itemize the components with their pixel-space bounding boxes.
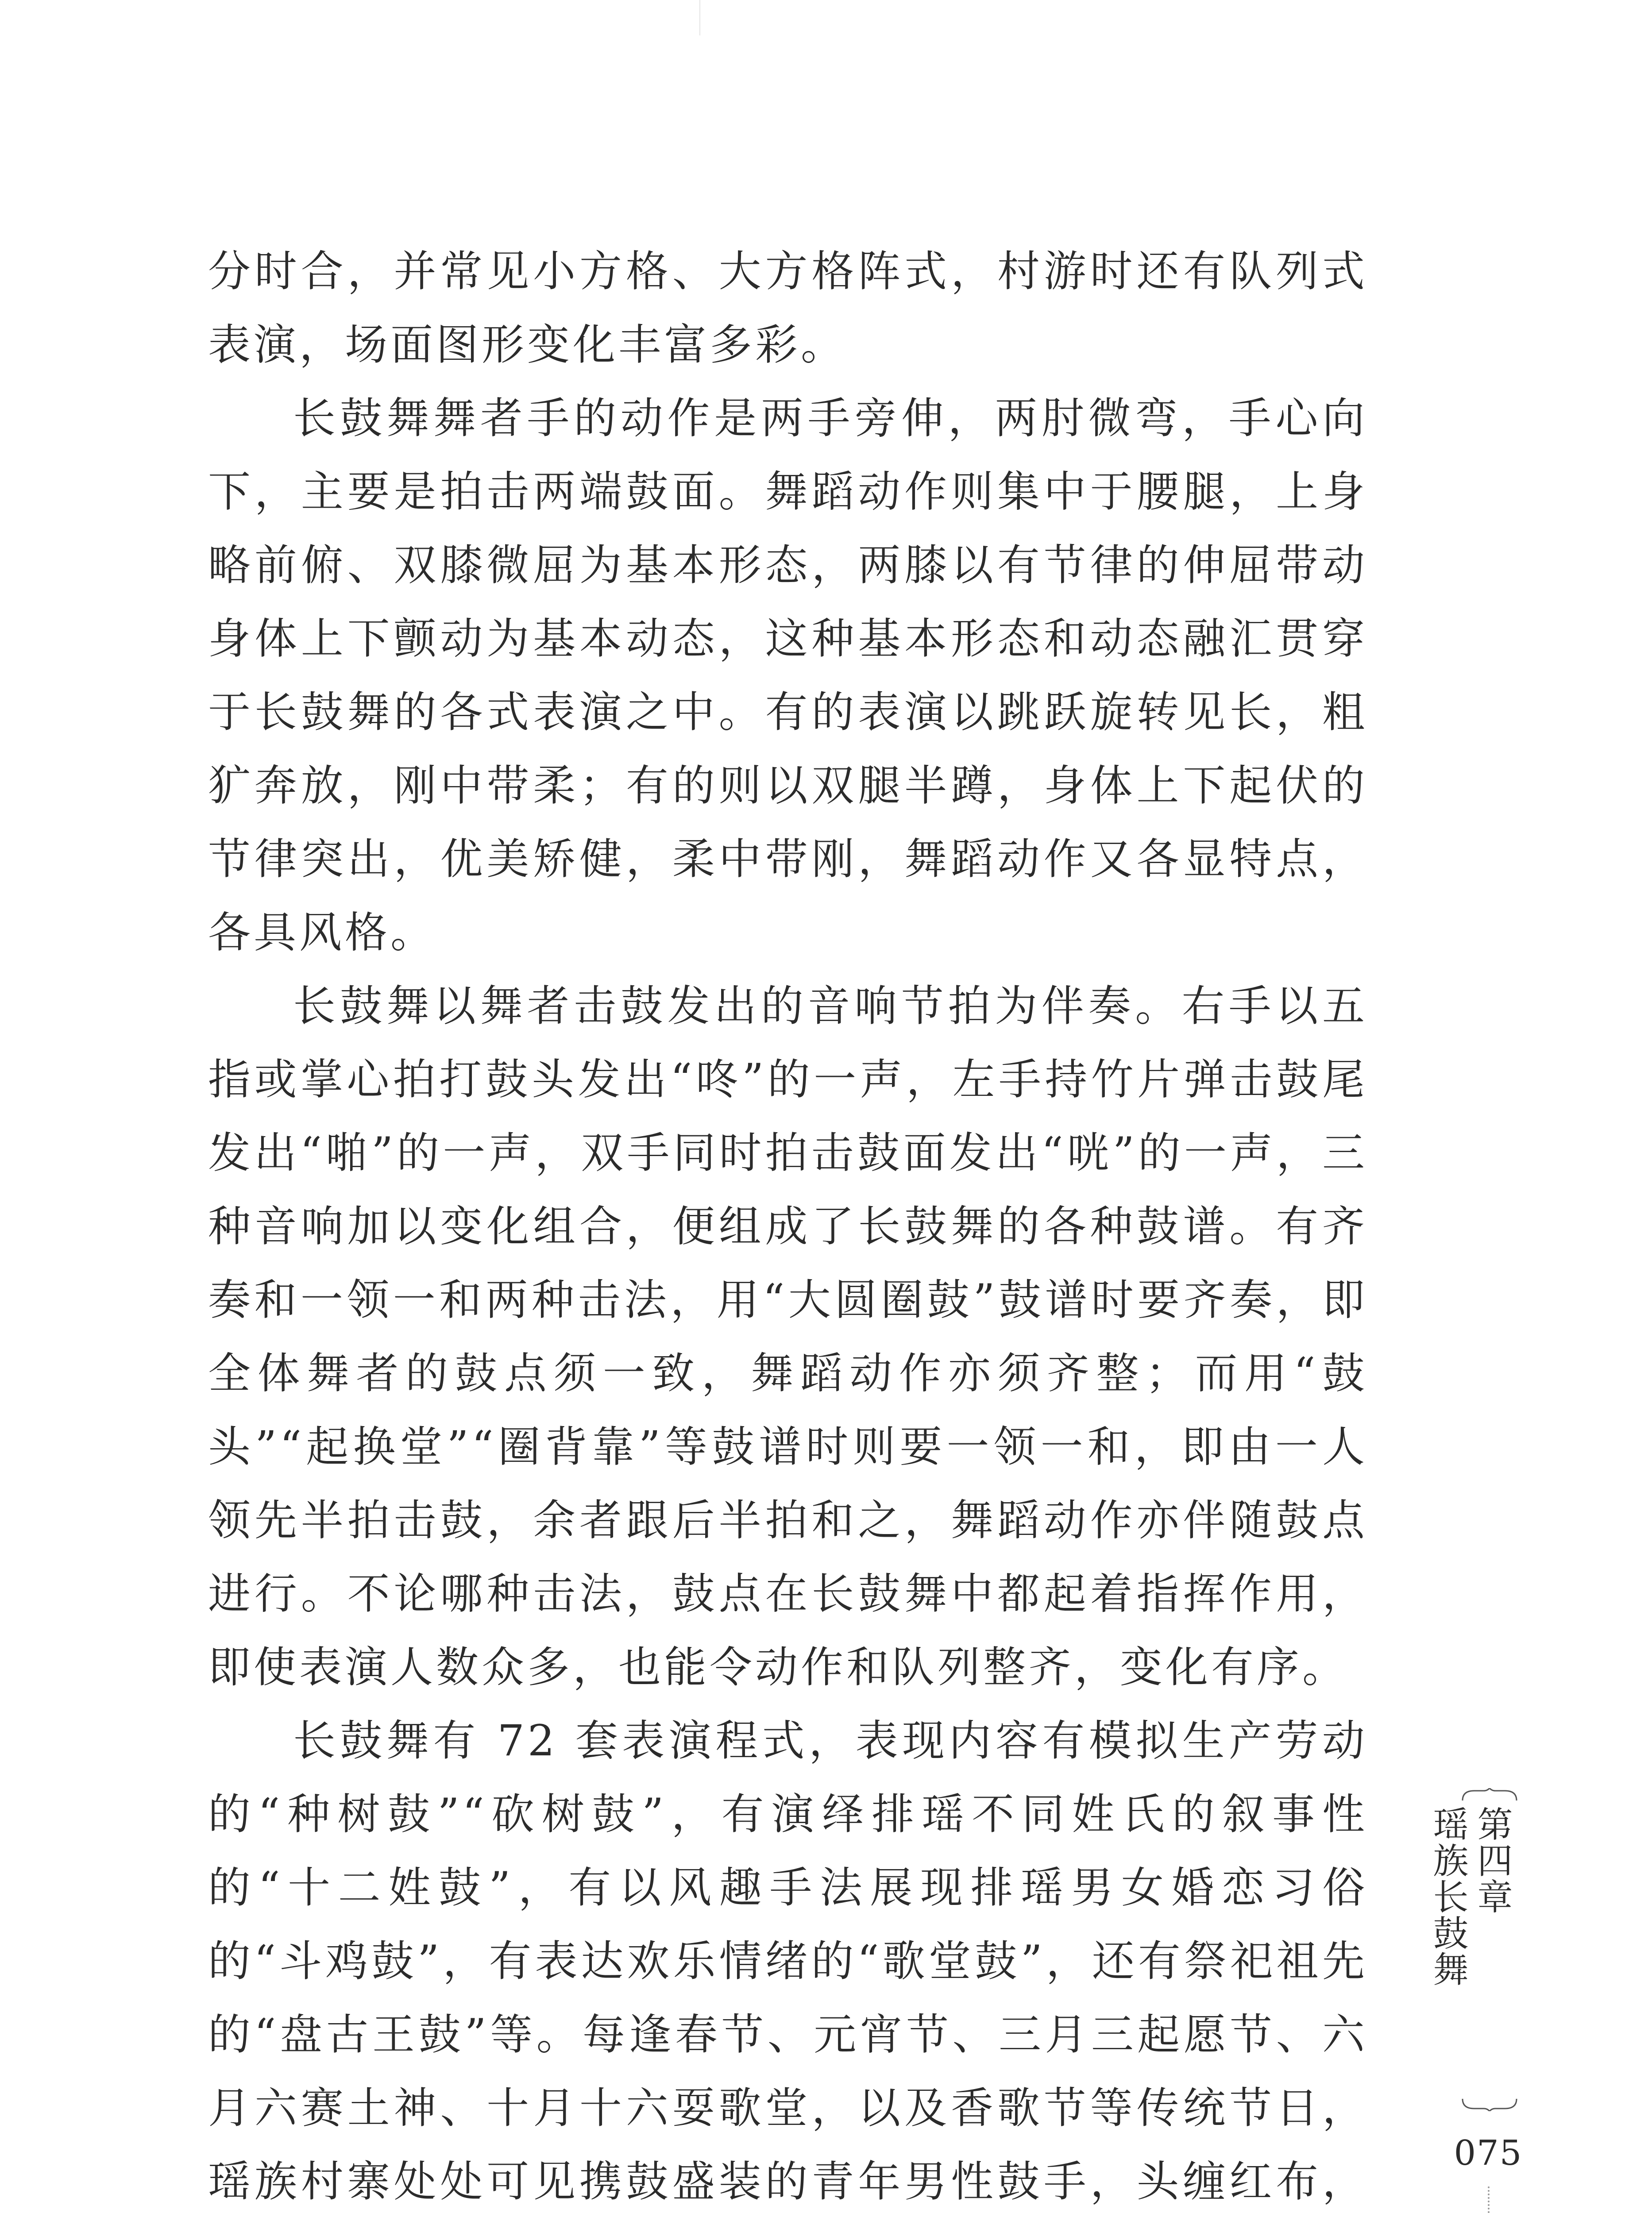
paragraph-2: 长鼓舞舞者手的动作是两手旁伸，两肘微弯，手心向下，主要是拍击两端鼓面。舞蹈动作则集中于腰腿，上身略前俯、双膝微屈为基本形态，两膝以有节律的伸屈带动身体上下颤动为基本动态，这种基本形态和动态融汇贯穿于长鼓舞的各式表演之中。有的表演以跳跃旋转见长，粗犷奔放，刚中带柔；有的则以双腿半蹲，身体上下起伏的节律突出，优美矫健，柔中带刚，舞蹈动作又各显特点，各具风格。 (208, 393, 1368, 957)
paragraph-1: 分时合，并常见小方格、大方格阵式，村游时还有队列式表演，场面图形变化丰富多彩。 (208, 247, 1368, 370)
page-number: 075 (1454, 2133, 1523, 2173)
side-chapter-title: 瑶族长鼓舞 (1427, 1806, 1468, 1987)
gutter-line-top (699, 0, 700, 35)
side-title (1427, 1806, 1514, 1987)
body-text (208, 235, 1368, 2213)
page-dotted-rule (1488, 2186, 1490, 2213)
bracket-top-ornament (1461, 1788, 1518, 1801)
bracket-bottom-ornament (1461, 2098, 1518, 2111)
side-chapter-label: 第四章 (1471, 1806, 1513, 1915)
paragraph-4: 长鼓舞有 72 套表演程式，表现内容有模拟生产劳动的“种树鼓”“砍树鼓”，有演绎排瑶不同姓氏的叙事性的“十二姓鼓”，有以风趣手法展现排瑶男女婚恋习俗的“斗鸡鼓”，有表达欢乐情绪的“歌堂鼓”，还有祭祀祖先的“盘古王鼓”等。每逢春节、元宵节、三月三起愿节、六月六赛土神、十月十六耍歌堂，以及香歌节等传统节日，瑶族村寨处处可见携鼓盛装的青年男性鼓手，头缠红布， (208, 1716, 1368, 2206)
paragraph-3: 长鼓舞以舞者击鼓发出的音响节拍为伴奏。右手以五指或掌心拍打鼓头发出“咚”的一声，左手持竹片弹击鼓尾发出“啪”的一声，双手同时拍击鼓面发出“咣”的一声，三种音响加以变化组合，便组成了长鼓舞的各种鼓谱。有齐奏和一领一和两种击法，用“大圆圈鼓”鼓谱时要齐奏，即全体舞者的鼓点须一致，舞蹈动作亦须齐整；而用“鼓头”“起换堂”“圈背靠”等鼓谱时则要一领一和，即由一人领先半拍击鼓，余者跟后半拍和之，舞蹈动作亦伴随鼓点进行。不论哪种击法，鼓点在长鼓舞中都起着指挥作用，即使表演人数众多，也能令动作和队列整齐，变化有序。 (208, 981, 1368, 1692)
